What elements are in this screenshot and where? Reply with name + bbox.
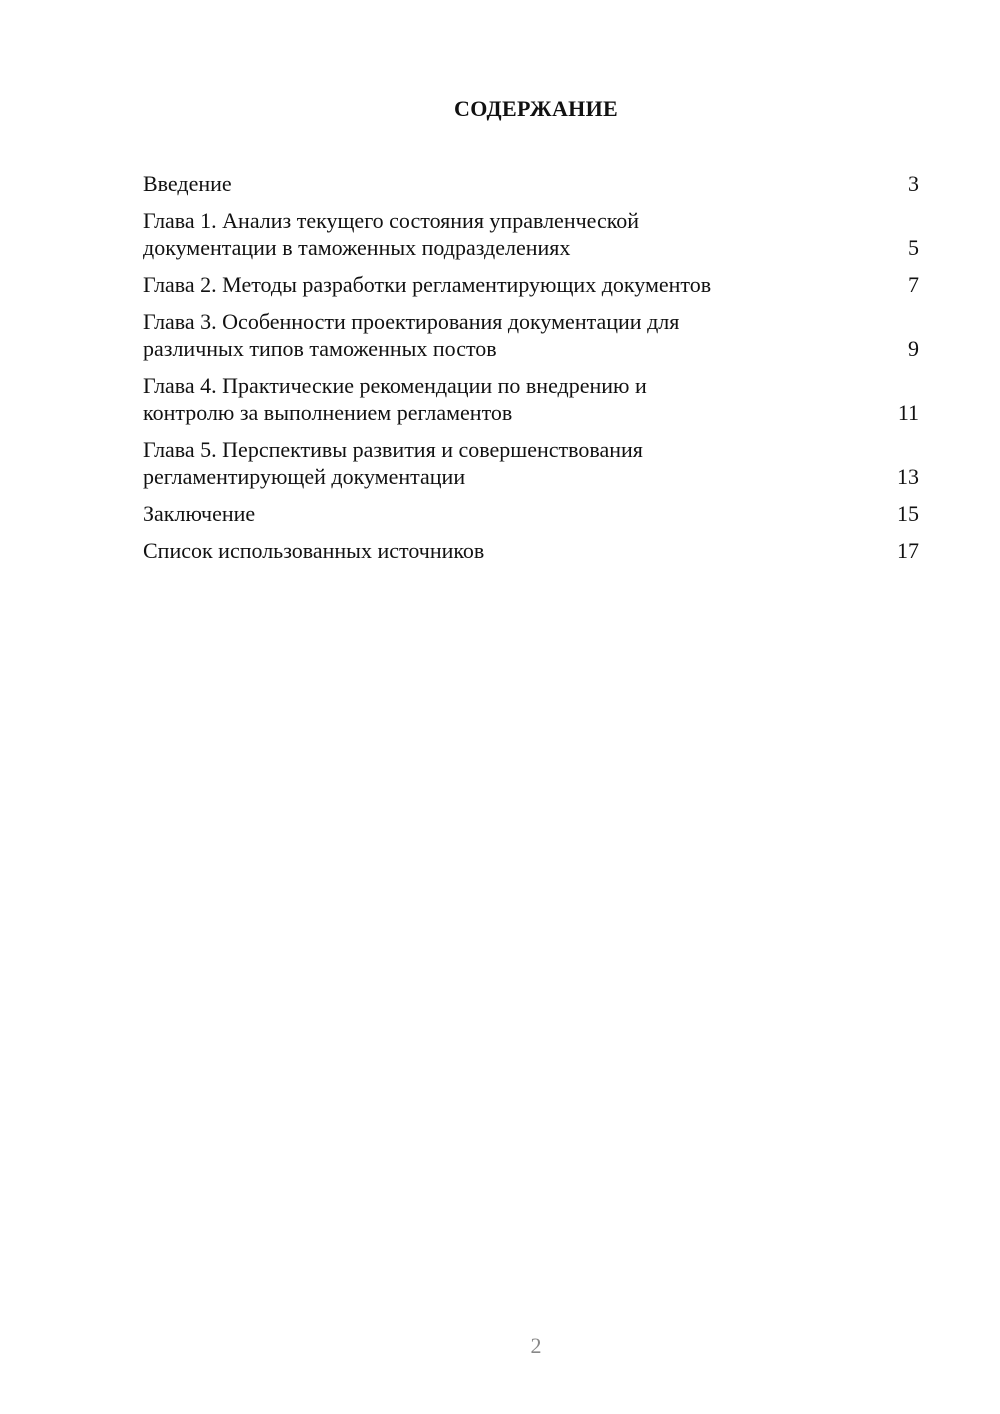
toc-entry-title: Список использованных источников <box>143 538 485 563</box>
toc-entry-page: 9 <box>908 336 919 361</box>
toc-entry-page: 11 <box>897 400 919 425</box>
toc-entry-title: Введение <box>143 171 232 196</box>
toc-entry-title: Глава 3. Особенности проектирования документации для различных типов таможенных постов <box>143 309 680 361</box>
toc-entry-chapter-4[interactable] <box>143 372 919 426</box>
toc-entry-page: 15 <box>897 501 919 526</box>
toc-entry-page: 5 <box>908 235 919 260</box>
toc-entry-chapter-3[interactable] <box>143 308 919 362</box>
toc-entry-page: 17 <box>897 538 919 563</box>
toc-entry-page: 7 <box>908 272 919 297</box>
toc-entry-title: Заключение <box>143 501 256 526</box>
toc-entry-chapter-5[interactable] <box>143 436 919 490</box>
toc-entry-title: Глава 2. Методы разработки регламентирующих документов <box>143 272 712 297</box>
toc-entry-title: Глава 1. Анализ текущего состояния управленческой документации в таможенных подразделениях <box>143 208 640 260</box>
toc-entry-title: Глава 5. Перспективы развития и совершенствования регламентирующей документации <box>143 437 643 489</box>
toc-entry-references[interactable] <box>143 537 919 564</box>
toc-entry-page: 13 <box>897 464 919 489</box>
table-of-contents <box>143 170 919 574</box>
toc-entry-conclusion[interactable] <box>143 500 919 527</box>
toc-entry-introduction[interactable] <box>143 170 919 197</box>
toc-entry-chapter-2[interactable] <box>143 271 919 298</box>
toc-entry-title: Глава 4. Практические рекомендации по внедрению и контролю за выполнением регламентов <box>143 373 647 425</box>
page-number: 2 <box>530 1333 542 1358</box>
toc-entry-page: 3 <box>908 171 919 196</box>
page-title: СОДЕРЖАНИЕ <box>454 96 618 121</box>
toc-entry-chapter-1[interactable] <box>143 207 919 261</box>
